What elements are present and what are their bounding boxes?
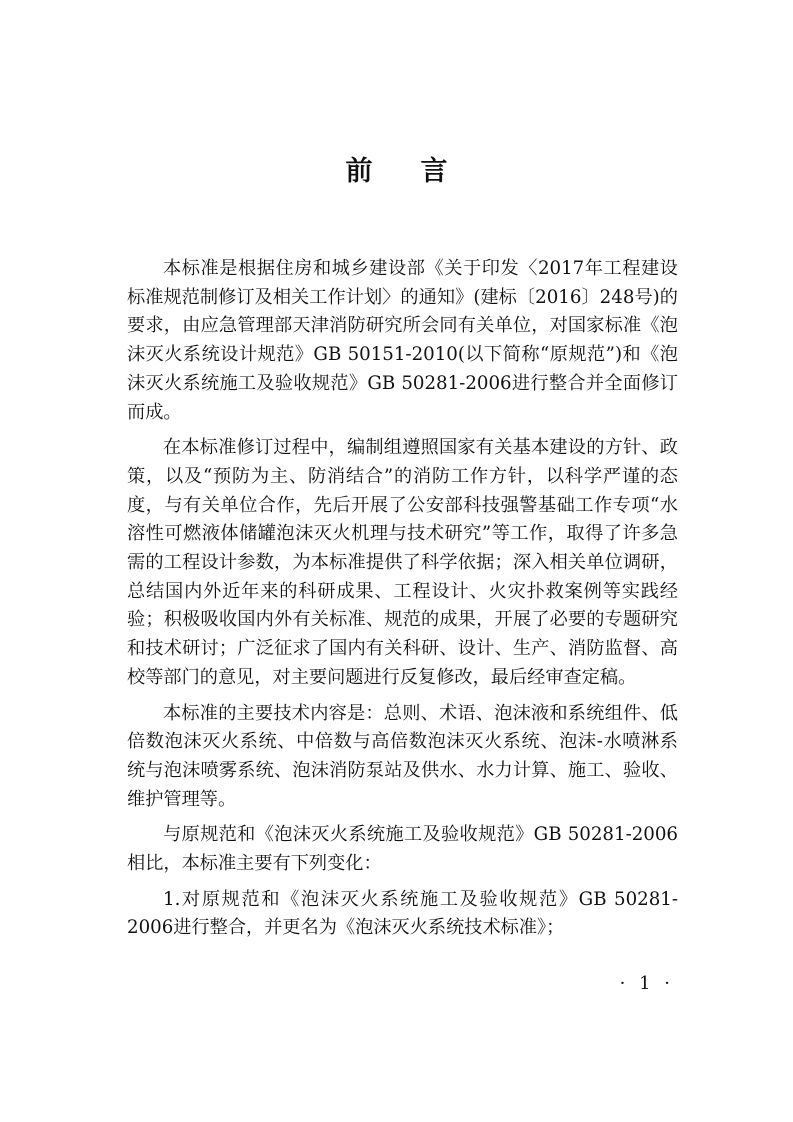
page-number: · 1 · xyxy=(619,973,674,994)
paragraph-4: 与原规范和《泡沫灭火系统施工及验收规范》GB 50281-2006相比，本标准主要有下列变化： xyxy=(127,824,678,875)
paragraph-1: 本标准是根据住房和城乡建设部《关于印发〈2017年工程建设标准规范制修订及相关工作计划〉的通知》(建标〔2016〕248号)的要求，由应急管理部天津消防研究所会同有关单位，对国家标准《泡沫灭火系统设计规范》GB 50151-2010(以下简称“原规范”)和《泡沫灭火系统施工及验收规范》GB 50281-2006进行整合并全面修订而成。 xyxy=(127,258,678,423)
paragraph-5: 1.对原规范和《泡沫灭火系统施工及验收规范》GB 50281-2006进行整合，并更名为《泡沫灭火系统技术标准》； xyxy=(127,888,678,939)
paragraph-3: 本标准的主要技术内容是：总则、术语、泡沫液和系统组件、低倍数泡沫灭火系统、中倍数与高倍数泡沫灭火系统、泡沫-水喷淋系统与泡沫喷雾系统、泡沫消防泵站及供水、水力计算、施工、验收、维护管理等。 xyxy=(127,702,678,810)
page-title: 前言 xyxy=(345,156,496,187)
foreword-body xyxy=(127,255,678,943)
paragraph-2: 在本标准修订过程中，编制组遵照国家有关基本建设的方针、政策，以及“预防为主、防消结合”的消防工作方针，以科学严谨的态度，与有关单位合作，先后开展了公安部科技强警基础工作专项“水溶性可燃液体储罐泡沫灭火机理与技术研究”等工作，取得了许多急需的工程设计参数，为本标准提供了科学依据；深入相关单位调研，总结国内外近年来的科研成果、工程设计、火灾扑救案例等实践经验；积极吸收国内外有关标准、规范的成果，开展了必要的专题研究和技术研讨；广泛征求了国内有关科研、设计、生产、消防监督、高校等部门的意见，对主要问题进行反复修改，最后经审查定稿。 xyxy=(127,437,678,688)
